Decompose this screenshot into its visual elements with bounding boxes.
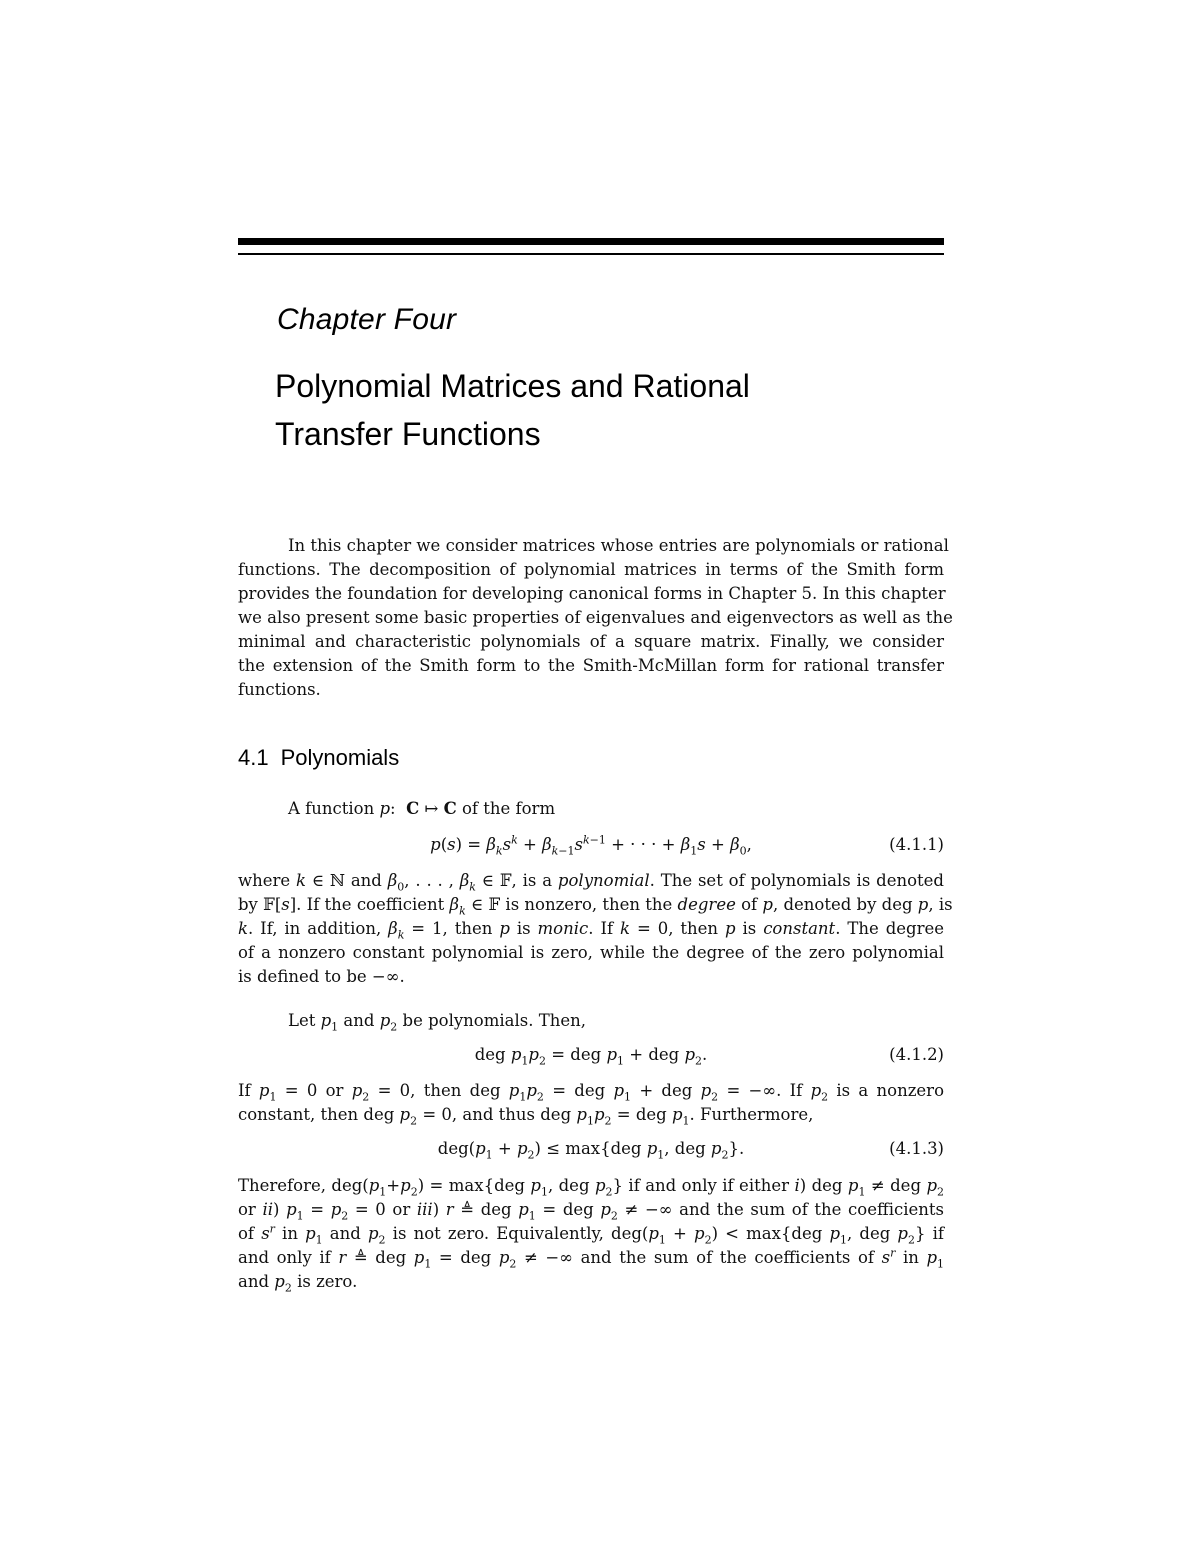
section-number: 4.1 [238,745,269,770]
equation-4-1-1-tag: (4.1.1) [889,835,944,854]
def-line-5: is defined to be −∞. [238,967,405,986]
section-heading [238,745,399,771]
intro-line-3: provides the foundation for developing canonical forms in Chapter 5. In this chapter [238,584,946,603]
therefore-line-1: Therefore, $deg(p_1+p_2) = \max\{deg$ $p_1$, deg $p_2$} if and only if either i) deg $p_1$ ≠ deg $p_2$ [238,1176,944,1199]
function-intro [238,797,944,821]
def-line-2: by 𝔽[s]. If the coefficient $\beta_k$ ∈ 𝔽 is nonzero, then the degree of p, denoted by deg p, is [238,895,953,918]
intro-line-2: functions. The decomposition of polynomial matrices in terms of the Smith form [238,560,944,579]
degree-zero-paragraph [238,1079,944,1127]
chapter-title-line-2: Transfer Functions [275,416,541,452]
section-title: Polynomials [280,745,400,770]
equation-4-1-3 [238,1136,944,1162]
therefore-line-2: or ii) $p_1 = p_2 = 0$ or iii) r ≜ deg $p_1$ = deg $p_2$ ≠ −∞ and the sum of the coefficients [238,1200,945,1223]
therefore-line-3: of $s^r$ in $p_1$ and $p_2$ is not zero. Equivalently, $deg(p_1 + p_2) < \max\{deg$ $p_1$, deg $p_2$} if [238,1222,944,1247]
chapter-title-line-1: Polynomial Matrices and Rational [275,368,750,404]
equation-4-1-2-body: deg $p_1p_2$ = deg $p_1$ + deg $p_2$. [474,1045,708,1068]
chapter-label: Chapter Four [277,303,457,336]
intro-line-1: In this chapter we consider matrices whose entries are polynomials or rational [288,536,949,555]
therefore-line-5: and $p_2$ is zero. [238,1272,358,1295]
def-line-1: where k ∈ ℕ and $\beta_0$, . . . , $\beta_k$ ∈ 𝔽, is a polynomial. The set of polynomials is denoted [238,871,944,894]
chapter-title [275,362,915,458]
equation-4-1-2-tag: (4.1.2) [889,1045,944,1064]
intro-paragraph [238,534,953,702]
header-rule-thick [238,238,944,245]
function-intro-line: A function p: C ↦ C of the form [288,799,556,818]
intro-line-7: functions. [238,680,321,699]
polynomial-definition [238,869,953,989]
equation-4-1-1-body: $p(s) = \beta_ks^k + \beta_{k-1}s^{k-1}$ + · · · + $\beta_1s + \beta_0$, [430,833,752,858]
def-line-4: of a nonzero constant polynomial is zero, while the degree of the zero polynomial [238,943,944,962]
equation-4-1-3-body: $deg(p_1 + p_2) \le \max\{deg$ $p_1$, deg $p_2$}. [437,1139,745,1162]
intro-line-6: the extension of the Smith form to the Smith-McMillan form for rational transfer [238,656,944,675]
let-paragraph [238,1009,944,1033]
def-line-3: k. If, in addition, $\beta_k = 1$, then p is monic. If k = 0, then p is constant. The degree [238,919,945,942]
equation-4-1-2 [238,1042,944,1068]
degzero-line-1: If $p_1 = 0$ or $p_2 = 0$, then deg $p_1p_2$ = deg $p_1$ + deg $p_2$ = −∞. If $p_2$ is a nonzero [238,1081,945,1104]
therefore-paragraph [238,1174,944,1294]
intro-line-5: minimal and characteristic polynomials of a square matrix. Finally, we consider [238,632,944,651]
degzero-line-2: constant, then deg $p_2 = 0$, and thus deg $p_1p_2$ = deg $p_1$. Furthermore, [238,1105,814,1128]
intro-line-4: we also present some basic properties of eigenvalues and eigenvectors as well as the [238,608,953,627]
equation-4-1-3-tag: (4.1.3) [889,1139,944,1158]
equation-4-1-1 [238,832,944,858]
therefore-line-4: and only if r ≜ deg $p_1$ = deg $p_2$ ≠ −∞ and the sum of the coefficients of $s^r$ in $p_1$ [238,1246,945,1271]
header-rule-thin [238,253,944,255]
let-line: Let $p_1$ and $p_2$ be polynomials. Then, [288,1011,587,1034]
